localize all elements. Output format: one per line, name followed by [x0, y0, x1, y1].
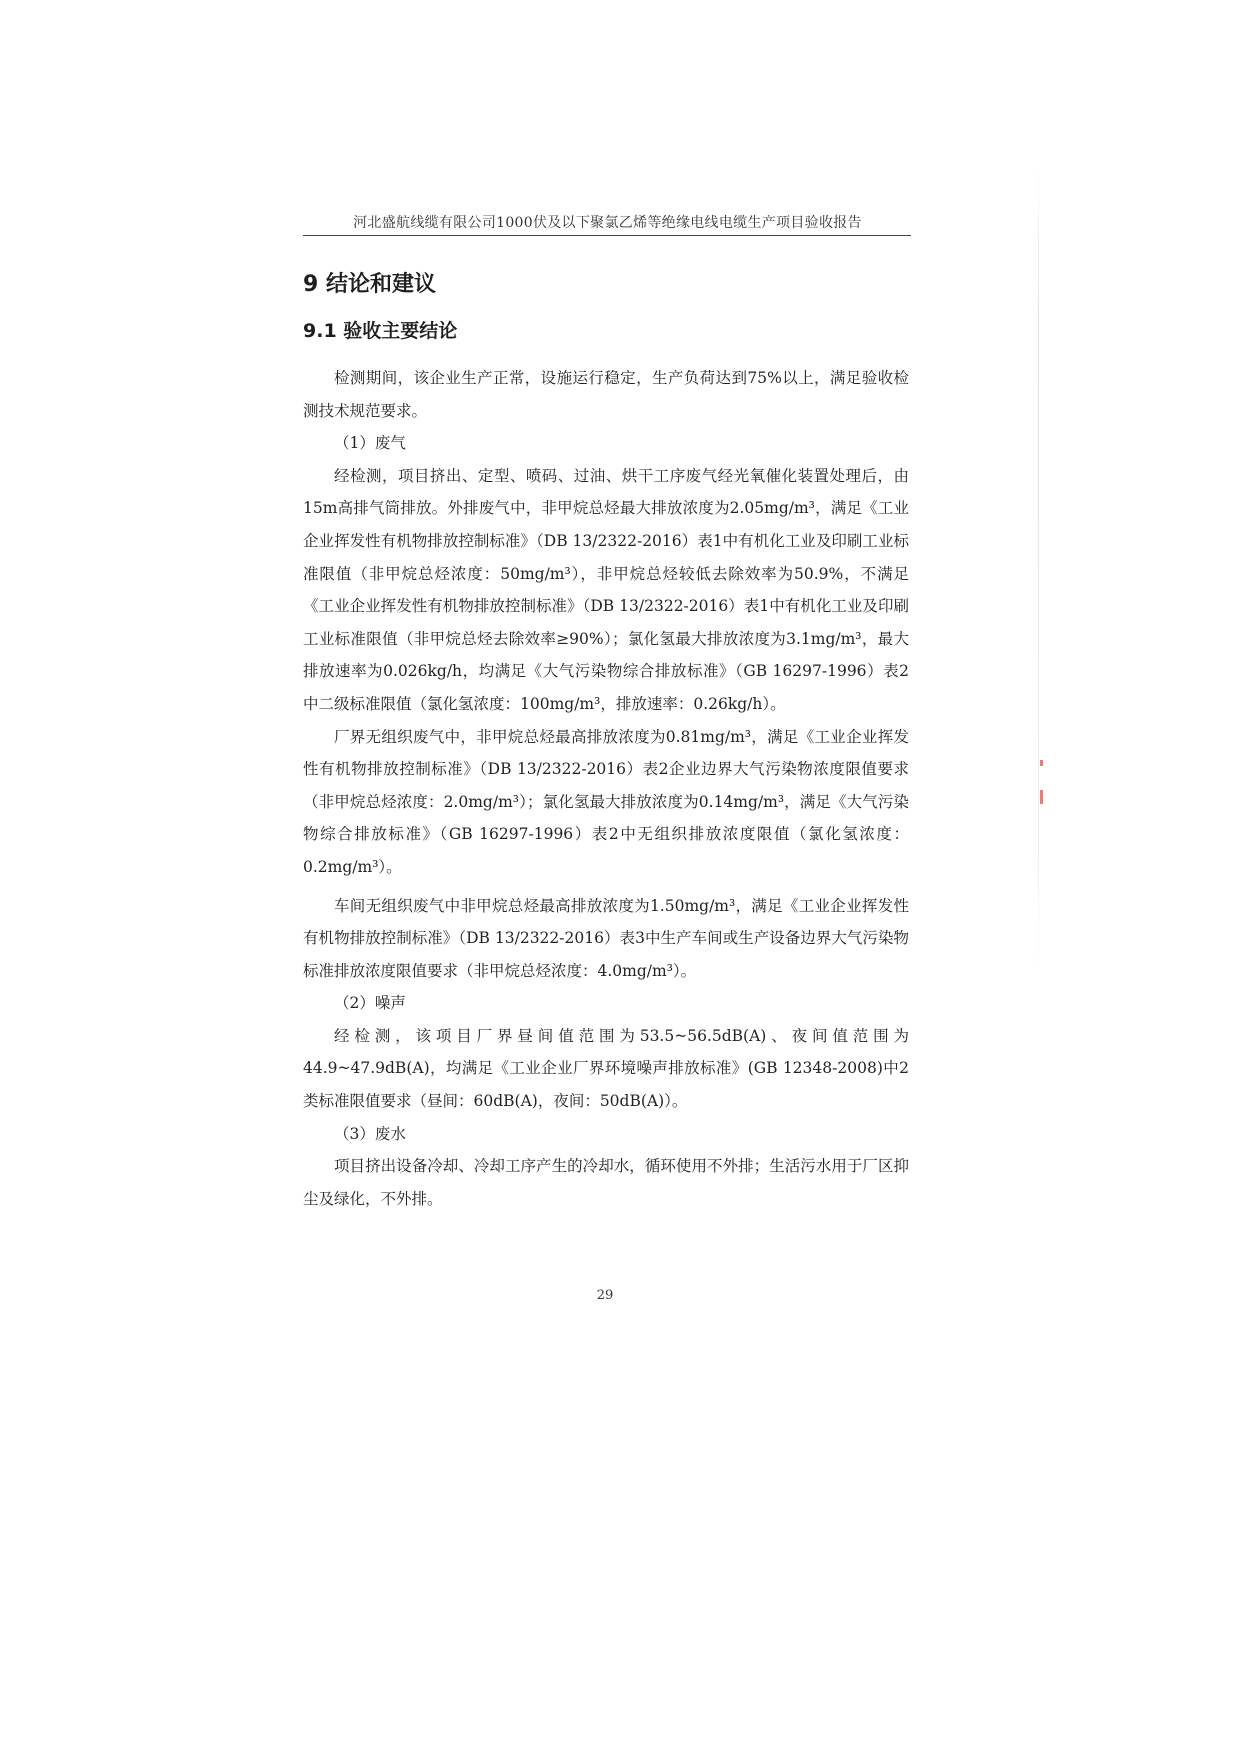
paragraph-intro: 检测期间，该企业生产正常，设施运行稳定，生产负荷达到75%以上，满足验收检测技术规范要求。: [303, 369, 909, 420]
paragraph-workshop-emissions: 车间无组织废气中非甲烷总烃最高排放浓度为1.50mg/m³，满足《工业企业挥发性有机物排放控制标准》（DB 13/2322-2016）表3中生产车间或生产设备边界大气污染物标准排放浓度限值要求（非甲烷总烃浓度：4.0mg/m³）。: [303, 896, 909, 980]
scan-edge-shadow: [1038, 160, 1039, 980]
item-heading-wastewater: （3）废水: [334, 1124, 406, 1143]
header-divider: [303, 235, 911, 236]
scan-mark: [1040, 760, 1043, 766]
paragraph-wastewater: 项目挤出设备冷却、冷却工序产生的冷却水，循环使用不外排；生活污水用于厂区抑尘及绿化，不外排。: [303, 1157, 909, 1208]
item-heading-waste-gas: （1）废气: [334, 434, 406, 453]
paragraph-organized-emissions: 经检测，项目挤出、定型、喷码、过油、烘干工序废气经光氧催化装置处理后，由15m高排气筒排放。外排废气中，非甲烷总烃最大排放浓度为2.05mg/m³，满足《工业企业挥发性有机物排放控制标准》（DB 13/2322-2016）表1中有机化工业及印刷工业标准限值（非甲烷总烃浓度：50mg/m³），非甲烷总烃较低去除效率为50.9%，不满足《工业企业挥发性有机物排放控制标准》（DB 13/2322-2016）表1中有机化工业及印刷工业标准限值（非甲烷总烃去除效率≥90%）；氯化氢最大排放浓度为3.1mg/m³，最大排放速率为0.026kg/h，均满足《大气污染物综合排放标准》（GB 16297-1996）表2中二级标准限值（氯化氢浓度：100mg/m³，排放速率：0.26kg/h）。: [303, 466, 909, 713]
body-text: [303, 362, 909, 1215]
paragraph-boundary-emissions: 厂界无组织废气中，非甲烷总烃最高排放浓度为0.81mg/m³，满足《工业企业挥发性有机物排放控制标准》（DB 13/2322-2016）表2企业边界大气污染物浓度限值要求（非甲烷总烃浓度：2.0mg/m³）；氯化氢最大排放浓度为0.14mg/m³，满足《大气污染物综合排放标准》（GB 16297-1996）表2中无组织排放浓度限值（氯化氢浓度：0.2mg/m³）。: [303, 727, 909, 876]
running-header: 河北盛航线缆有限公司1000伏及以下聚氯乙烯等绝缘电线电缆生产项目验收报告: [353, 215, 862, 231]
paragraph-noise: 经检测，该项目厂界昼间值范围为53.5~56.5dB(A)、夜间值范围为44.9~47.9dB(A)，均满足《工业企业厂界环境噪声排放标准》(GB 12348-2008)中2类标准限值要求（昼间：60dB(A)，夜间：50dB(A)）。: [303, 1026, 909, 1111]
item-heading-noise: （2）噪声: [334, 994, 406, 1013]
subsection-title: 9.1 验收主要结论: [303, 320, 458, 342]
page-number: 29: [596, 1288, 614, 1303]
section-title: 9 结论和建议: [303, 272, 436, 297]
scan-mark: [1040, 790, 1043, 804]
